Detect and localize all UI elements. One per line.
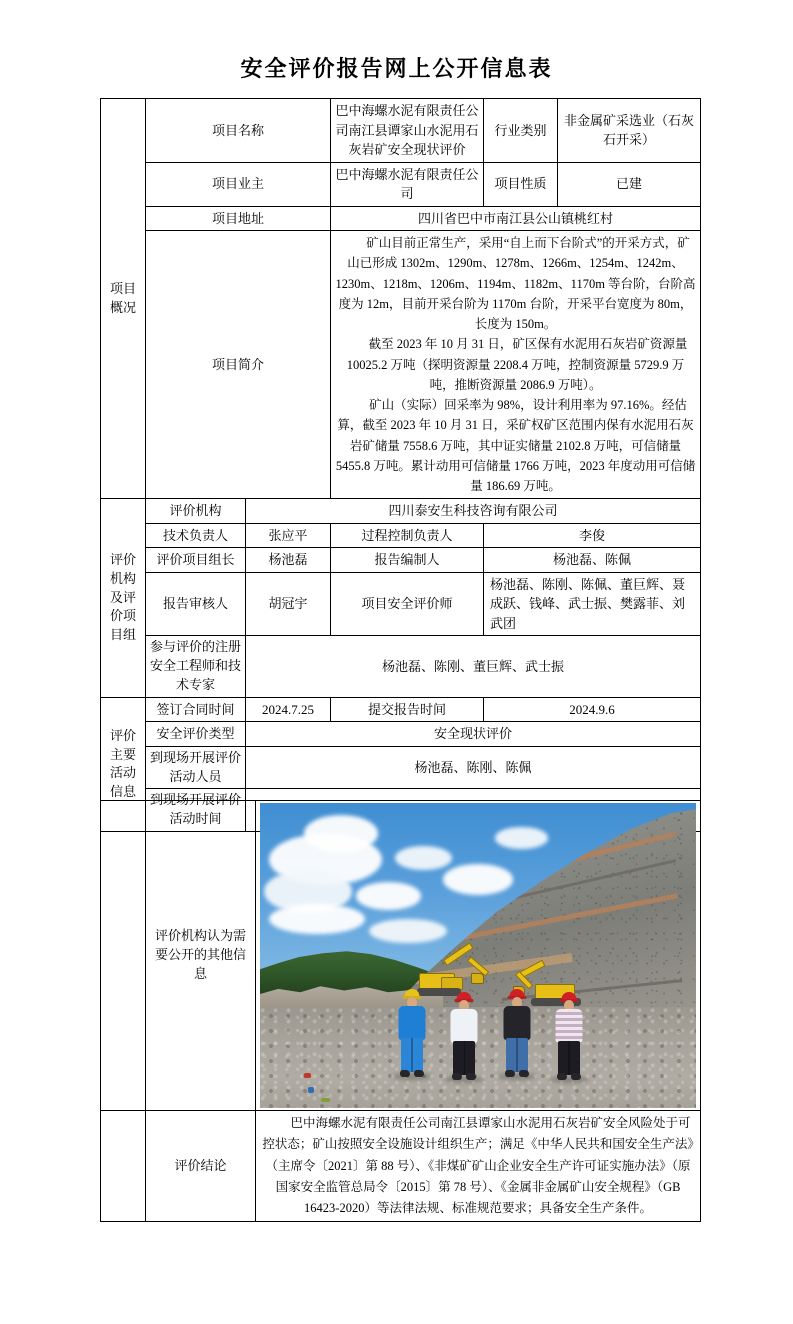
- figure-legs: [401, 1038, 423, 1072]
- label-address: 项目地址: [146, 206, 331, 231]
- page-title: 安全评价报告网上公开信息表: [240, 56, 553, 81]
- figure-torso: [503, 1006, 530, 1040]
- figure-shoe: [571, 1073, 581, 1080]
- label-registered-engineers: 参与评价的注册安全工程师和技术专家: [146, 636, 246, 698]
- value-owner: 巴中海螺水泥有限责任公司: [331, 162, 484, 206]
- brief-paragraph-3: 矿山（实际）回采率为 98%，设计利用率为 97.16%。经估算，截至 2023 年 10 月 31 日，采矿权矿区范围内保有水泥用石灰岩矿储量 7558.6 万吨，其中证实储量 2102.8 万吨，可信储量 5455.8 万吨。累计动用可信储量 1766 万吨，2023 年度动用可信储量 186.69 万吨。: [335, 398, 696, 493]
- label-industry: 行业类别: [484, 99, 558, 163]
- value-assessment-type: 安全现状评价: [246, 722, 701, 747]
- value-report-writer: 杨池磊、陈佩: [484, 548, 701, 573]
- section-label-agency: 评价机构及评价项目组: [101, 499, 146, 698]
- value-onsite-people: 杨池磊、陈刚、陈佩: [246, 746, 701, 789]
- table-row-agency: [101, 499, 701, 524]
- ground-debris: [321, 1098, 330, 1102]
- value-address: 四川省巴中市南江县公山镇桃红村: [331, 206, 701, 231]
- value-submit-date: 2024.9.6: [484, 697, 701, 722]
- label-team-lead: 评价项目组长: [146, 548, 246, 573]
- label-other-info: 评价机构认为需要公开的其他信息: [146, 801, 256, 1111]
- brief-paragraph-1: 矿山目前正常生产，采用“自上而下台阶式”的开采方式，矿山已形成 1302m、1290m、1278m、1266m、1254m、1242m、1230m、1218m、1206m、1194m、1182m、1170m 等台阶，台阶高度为 12m，目前开采台阶为 1170m 台阶，开采平台宽度为 80m，长度为 150m。: [335, 236, 696, 331]
- figure-shoes: [505, 1070, 529, 1077]
- value-tech-lead: 张应平: [246, 523, 331, 548]
- figure-torso: [556, 1009, 583, 1043]
- figure-shoe: [466, 1073, 476, 1080]
- cloud-shape: [443, 864, 513, 895]
- label-assessment-type: 安全评价类型: [146, 722, 246, 747]
- value-reviewer: 胡冠宇: [246, 572, 331, 636]
- main-info-table: [100, 98, 701, 832]
- cloud-shape: [356, 882, 421, 909]
- figure-shoes: [452, 1073, 476, 1080]
- person-figure: [500, 989, 534, 1081]
- table-row-tech-lead: [101, 523, 701, 548]
- table-row-project-name: [101, 99, 701, 163]
- label-owner: 项目业主: [146, 162, 331, 206]
- spacer-cell: [101, 1111, 146, 1222]
- label-onsite-date: 到现场开展评价活动时间: [146, 789, 246, 832]
- figure-legs: [453, 1041, 475, 1075]
- figure-legs: [506, 1038, 528, 1072]
- figure-shoe: [400, 1070, 410, 1077]
- label-tech-lead: 技术负责人: [146, 523, 246, 548]
- label-submit-date: 提交报告时间: [331, 697, 484, 722]
- figure-shoe: [519, 1070, 529, 1077]
- table-row-contract-date: [101, 697, 701, 722]
- person-figure: [447, 992, 481, 1084]
- brief-paragraph-2: 截至 2023 年 10 月 31 日，矿区保有水泥用石灰岩矿资源量 10025.2 万吨（探明资源量 2208.4 万吨，控制资源量 5729.9 万吨，推断资源量 2086.9 万吨）。: [346, 337, 688, 392]
- site-photo: [260, 803, 696, 1108]
- value-team-lead: 杨池磊: [246, 548, 331, 573]
- value-conclusion: [256, 1111, 701, 1222]
- label-agency: 评价机构: [146, 499, 246, 524]
- label-project-name: 项目名称: [146, 99, 331, 163]
- excavator-bucket: [471, 973, 484, 984]
- ground-debris: [304, 1073, 311, 1078]
- table-row-reviewer: [101, 572, 701, 636]
- site-photo-cell: [256, 801, 701, 1111]
- figure-shoe: [505, 1070, 515, 1077]
- spacer-cell: [101, 801, 146, 1111]
- table-row-registered-engineers: [101, 636, 701, 698]
- figure-shoe: [452, 1073, 462, 1080]
- label-onsite-people: 到现场开展评价活动人员: [146, 746, 246, 789]
- label-contract-date: 签订合同时间: [146, 697, 246, 722]
- person-figure: [552, 992, 586, 1084]
- table-row-owner: [101, 162, 701, 206]
- label-process-control: 过程控制负责人: [331, 523, 484, 548]
- label-reviewer: 报告审核人: [146, 572, 246, 636]
- figure-shoes: [557, 1073, 581, 1080]
- value-project-name: 巴中海螺水泥有限责任公司南江县谭家山水泥用石灰岩矿安全现状评价: [331, 99, 484, 163]
- ground-debris: [308, 1087, 314, 1093]
- table-row-assessment-type: [101, 722, 701, 747]
- table-row-other-info: [101, 801, 701, 1111]
- table-row-address: [101, 206, 701, 231]
- value-contract-date: 2024.7.25: [246, 697, 331, 722]
- table-row-onsite-people: [101, 746, 701, 789]
- label-conclusion: 评价结论: [146, 1111, 256, 1222]
- value-nature: 已建: [558, 162, 701, 206]
- section-label-overview: 项目概况: [101, 99, 146, 499]
- cloud-shape: [304, 815, 378, 852]
- figure-legs: [558, 1041, 580, 1075]
- figure-torso: [451, 1009, 478, 1043]
- conclusion-text: 巴中海螺水泥有限责任公司南江县谭家山水泥用石灰岩矿安全风险处于可控状态；矿山按照安全设施设计组织生产；满足《中华人民共和国安全生产法》（主席令〔2021〕第 88 号）、《非煤矿矿山企业安全生产许可证实施办法》（原国家安全监管总局令〔2015〕第 78 号）、《金属非金属矿山安全规程》（GB 16423-2020）等法律法规、标准规范要求；具备安全生产条件。: [262, 1116, 694, 1215]
- cloud-shape: [495, 827, 547, 848]
- figure-torso: [399, 1006, 426, 1040]
- label-assessors: 项目安全评价师: [331, 572, 484, 636]
- label-project-brief: 项目简介: [146, 231, 331, 499]
- value-assessors: 杨池磊、陈刚、陈佩、董巨辉、聂成跃、钱峰、武士振、樊露菲、刘武团: [484, 572, 701, 636]
- value-process-control: 李俊: [484, 523, 701, 548]
- cloud-shape: [269, 904, 365, 935]
- table-row-brief: [101, 231, 701, 499]
- figure-shoes: [400, 1070, 424, 1077]
- value-industry: 非金属矿采选业（石灰石开采）: [558, 99, 701, 163]
- value-registered-engineers: 杨池磊、陈刚、董巨辉、武士振: [246, 636, 701, 698]
- cloud-shape: [395, 846, 452, 870]
- value-agency: 四川泰安生科技咨询有限公司: [246, 499, 701, 524]
- other-info-table: [100, 800, 701, 1222]
- label-nature: 项目性质: [484, 162, 558, 206]
- figure-shoe: [414, 1070, 424, 1077]
- figure-shoe: [557, 1073, 567, 1080]
- section-label-activity: 评价主要活动信息: [101, 697, 146, 831]
- label-report-writer: 报告编制人: [331, 548, 484, 573]
- value-project-brief: [331, 231, 701, 499]
- table-row-team-lead: [101, 548, 701, 573]
- person-figure: [395, 989, 429, 1081]
- table-row-conclusion: [101, 1111, 701, 1222]
